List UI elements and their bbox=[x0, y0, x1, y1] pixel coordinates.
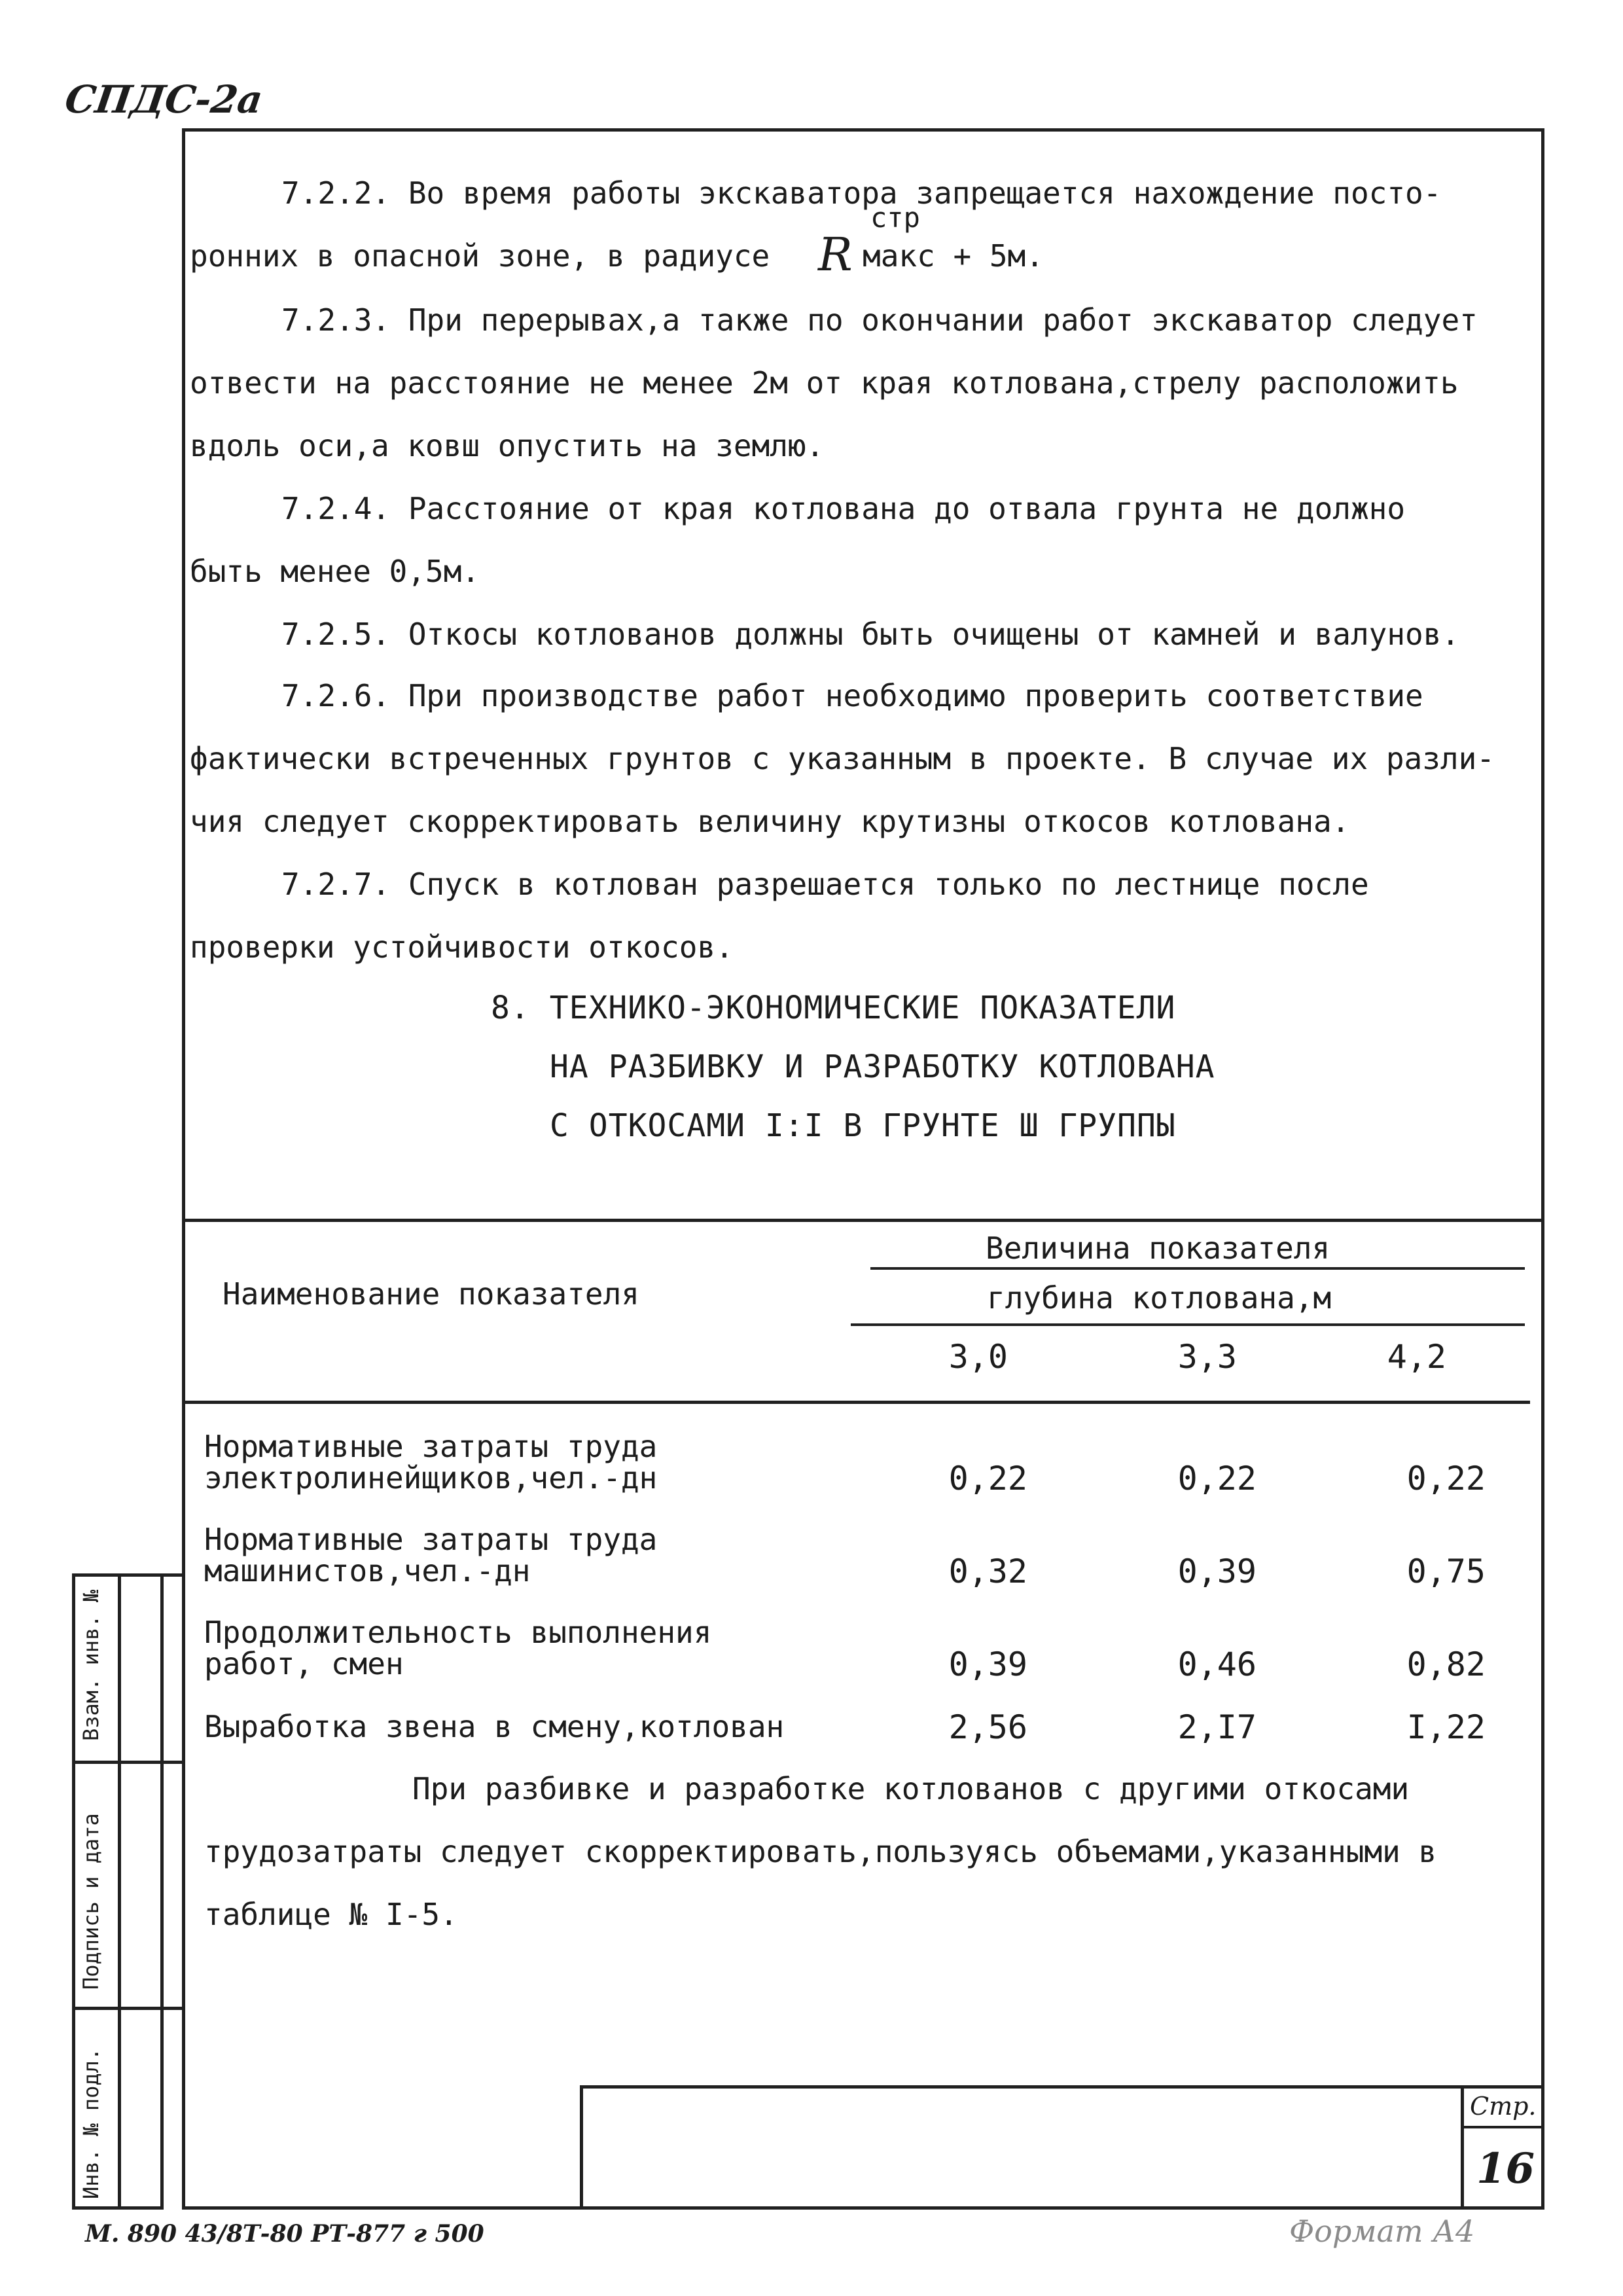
para-7-2-7-line1: 7.2.7. Спуск в котлован разрешается только по лестнице после bbox=[281, 867, 1369, 902]
row1-value-3-3: 0,22 bbox=[1177, 1460, 1257, 1498]
row1-value-3-0: 0,22 bbox=[948, 1460, 1027, 1498]
radius-symbol: R bbox=[818, 228, 853, 281]
row2-label-line1: Нормативные затраты труда bbox=[204, 1522, 658, 1557]
note-line2: трудозатраты следует скорректировать,пользуясь объемами,указанными в bbox=[204, 1834, 1437, 1869]
para-7-2-3-line1: 7.2.3. При перерывах,а также по окончании работ экскаватор следует bbox=[281, 302, 1478, 338]
page-number: 16 bbox=[1476, 2144, 1535, 2193]
title-block bbox=[580, 2085, 1544, 2210]
depth-3-0: 3,0 bbox=[948, 1338, 1008, 1376]
depth-4-2: 4,2 bbox=[1387, 1338, 1446, 1376]
row3-label-line1: Продолжительность выполнения bbox=[204, 1615, 712, 1650]
para-7-2-5-line1: 7.2.5. Откосы котлованов должны быть очищены от камней и валунов. bbox=[281, 617, 1460, 652]
para-7-2-7-line2: проверки устойчивости откосов. bbox=[190, 929, 734, 965]
side-stamp-ext-rule bbox=[164, 1573, 185, 1577]
para-7-2-6-line2: фактически встреченных грунтов с указанным в проекте. В случае их разли- bbox=[190, 741, 1495, 776]
section8-heading-line3: С ОТКОСАМИ I:I В ГРУНТЕ Ш ГРУППЫ bbox=[550, 1107, 1176, 1144]
table-header-bottom-rule bbox=[182, 1401, 1530, 1404]
para-7-2-6-line3: чия следует скорректировать величину крутизны откосов котлована. bbox=[190, 804, 1350, 839]
value-header: Величина показателя bbox=[986, 1230, 1330, 1266]
row4-value-4-2: I,22 bbox=[1406, 1708, 1486, 1746]
row3-label-line2: работ, смен bbox=[204, 1646, 404, 1681]
para-7-2-4-line2: быть менее 0,5м. bbox=[190, 554, 480, 589]
radius-superscript: стр bbox=[870, 202, 920, 234]
row3-value-3-3: 0,46 bbox=[1177, 1645, 1257, 1683]
para-7-2-2-line2: ронних в опасной зоне, в радиусе bbox=[190, 238, 770, 274]
row2-value-4-2: 0,75 bbox=[1406, 1552, 1486, 1590]
footer-inventory: М. 890 43/8Т-80 РТ-877 г 500 bbox=[85, 2220, 484, 2248]
depth-3-3: 3,3 bbox=[1177, 1338, 1237, 1376]
row2-label-line2: машинистов,чел.-дн bbox=[204, 1553, 531, 1588]
value-header-rule bbox=[870, 1267, 1525, 1270]
row4-label-line1: Выработка звена в смену,котлован bbox=[204, 1709, 785, 1744]
side-stamp-replaced-inv: Взам. инв. № bbox=[79, 1589, 103, 1741]
row3-value-4-2: 0,82 bbox=[1406, 1645, 1486, 1683]
side-stamp-rule-2 bbox=[72, 2007, 183, 2010]
row1-label-line2: электролинейщиков,чел.-дн bbox=[204, 1460, 658, 1496]
side-stamp-divider bbox=[118, 1573, 121, 2210]
side-stamp-original-inv: Инв. № подл. bbox=[79, 2047, 103, 2199]
para-7-2-3-line2: отвести на расстояние не менее 2м от края котлована,стрелу расположить bbox=[190, 365, 1459, 401]
row1-label-line1: Нормативные затраты труда bbox=[204, 1429, 658, 1464]
footer-format: Формат А4 bbox=[1289, 2214, 1475, 2249]
para-7-2-3-line3: вдоль оси,а ковш опустить на землю. bbox=[190, 428, 825, 463]
para-7-2-6-line1: 7.2.6. При производстве работ необходимо проверить соответствие bbox=[281, 678, 1423, 713]
section8-heading-line1: 8. ТЕХНИКО-ЭКОНОМИЧЕСКИЕ ПОКАЗАТЕЛИ bbox=[491, 990, 1176, 1026]
column-name-header: Наименование показателя bbox=[223, 1276, 639, 1312]
document-code: СПДС-2а bbox=[62, 77, 266, 122]
side-stamp-signature-date: Подпись и дата bbox=[79, 1813, 103, 1990]
depth-header: глубина котлована,м bbox=[987, 1280, 1332, 1316]
side-stamp-rule-1 bbox=[72, 1761, 183, 1764]
row3-value-3-0: 0,39 bbox=[948, 1645, 1027, 1683]
para-7-2-4-line1: 7.2.4. Расстояние от края котлована до отвала грунта не должно bbox=[281, 491, 1406, 526]
radius-subscript: макс + 5м. bbox=[863, 238, 1044, 274]
row2-value-3-3: 0,39 bbox=[1177, 1552, 1257, 1590]
row4-value-3-0: 2,56 bbox=[948, 1708, 1027, 1746]
page-label: Стр. bbox=[1470, 2092, 1537, 2121]
note-line3: таблице № I-5. bbox=[204, 1897, 458, 1932]
title-block-divider bbox=[1461, 2085, 1464, 2210]
para-7-2-2-line1: 7.2.2. Во время работы экскаватора запрещается нахождение посто- bbox=[281, 175, 1442, 211]
row1-value-4-2: 0,22 bbox=[1406, 1460, 1486, 1498]
title-block-page-rule bbox=[1461, 2126, 1544, 2128]
row2-value-3-0: 0,32 bbox=[948, 1552, 1027, 1590]
note-line1: При разбивке и разработке котлованов с другими откосами bbox=[412, 1771, 1410, 1806]
row4-value-3-3: 2,I7 bbox=[1177, 1708, 1257, 1746]
table-top-rule bbox=[182, 1219, 1544, 1222]
depth-header-rule bbox=[851, 1323, 1525, 1326]
section8-heading-line2: НА РАЗБИВКУ И РАЗРАБОТКУ КОТЛОВАНА bbox=[550, 1049, 1215, 1085]
